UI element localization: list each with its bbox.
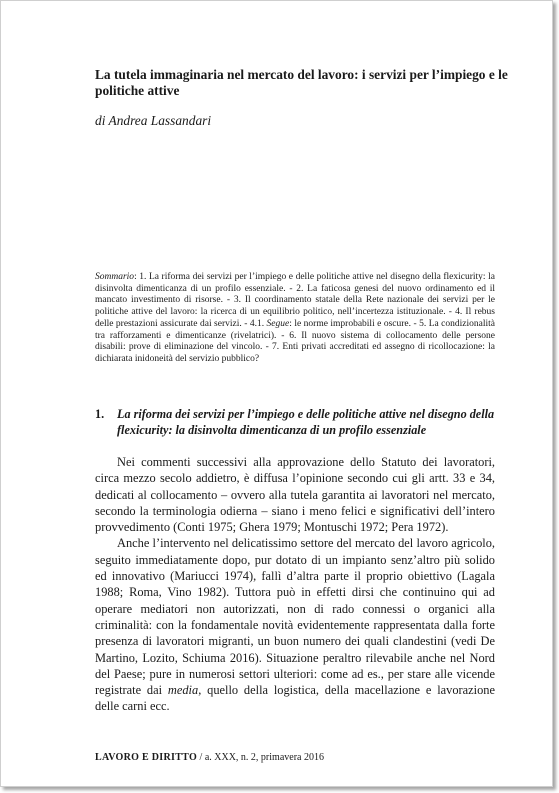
article-title: La tutela immaginaria nel mercato del lavoro: i servizi per l’impiego e le politiche attive	[95, 67, 508, 98]
paragraph-1: Nei commenti successivi alla approvazione dello Statuto dei lavoratori, circa mezzo secolo addietro, è diffusa l’opinione secondo cui gli artt. 33 e 34, dedicati al collocamento – ovvero alla tutela garantita ai lavoratori nel mercato, secondo la terminologia odierna – siano i meno felici e significativi dell’intero provvedimento (Conti 1975; Ghera 1979; Montuschi 1972; Pera 1972).	[95, 455, 495, 535]
body-text	[95, 454, 495, 715]
paragraph-2-text-end: , quello della logistica, della macellazione e lavorazione delle carni ecc.	[95, 683, 495, 714]
paragraph-2-italic-media: media	[167, 683, 199, 698]
section-title: La riforma dei servizi per l’impiego e delle politiche attive nel disegno della flexicurity: la disinvolta dimenticanza di un profilo essenziale	[117, 407, 495, 437]
summary-block	[95, 272, 495, 366]
section-number: 1.	[95, 407, 105, 421]
summary-text: : 1. La riforma dei servizi per l’impiego e delle politiche attive nel disegno della flexicurity: la disinvolta dimenticanza di un profilo essenziale. - 2. La faticosa genesi del nuovo ordinamento ed il mancato investimento di risorse. - 3. Il coordinamento statale della Rete nazionale dei servizi per le politiche attive del lavoro: la ricerca di un equilibrio politico, nell’incertezza istituzionale. - 4. Il rebus delle prestazioni assicurate dai servizi. - 4.1.	[95, 272, 495, 329]
author-line: di Andrea Lassandari	[95, 113, 212, 128]
section-heading	[95, 406, 495, 438]
page-footer	[95, 752, 324, 763]
summary-label: Sommario	[95, 272, 135, 282]
summary-text-continued: : le norme improbabili e oscure. - 5. La condizionalità tra rafforzamenti e dimenticanze (rivelatrici). - 6. Il nuovo sistema di collocamento delle persone disabili: prove di eliminazione del vincolo. - 7. Enti privati accreditati ed assegno di ricollocazione: la dichiarata inidoneità del servizio pubblico?	[95, 318, 495, 364]
paragraph-2	[95, 535, 495, 714]
summary-segue-label: Segue	[266, 318, 290, 329]
paragraph-2-text: Anche l’intervento nel delicatissimo settore del mercato del lavoro agricolo, seguito immediatamente dopo, pur dotato di un impianto senz’altro più solido ed innovativo (Mariucci 1974), fallì d’altra parte il proprio obiettivo (Lagala 1988; Roma, Vino 1982). Tuttora può in effetti dirsi che continuino qui ad operare mediatori non autorizzati, non di rado connessi o organici alla criminalità: con la fondamentale novità evidentemente rappresentata dalla forte presenza di lavoratori migranti, un buon numero dei quali clandestini (vedi De Martino, Lozito, Schiuma 2016). Situazione peraltro rilevabile anche nel Nord del Paese; pure in numerosi settori ulteriori: come ad es., per stare alle vicende registrate dai	[95, 536, 495, 698]
journal-issue: / a. XXX, n. 2, primavera 2016	[197, 752, 324, 763]
journal-name: LAVORO E DIRITTO	[95, 752, 198, 763]
